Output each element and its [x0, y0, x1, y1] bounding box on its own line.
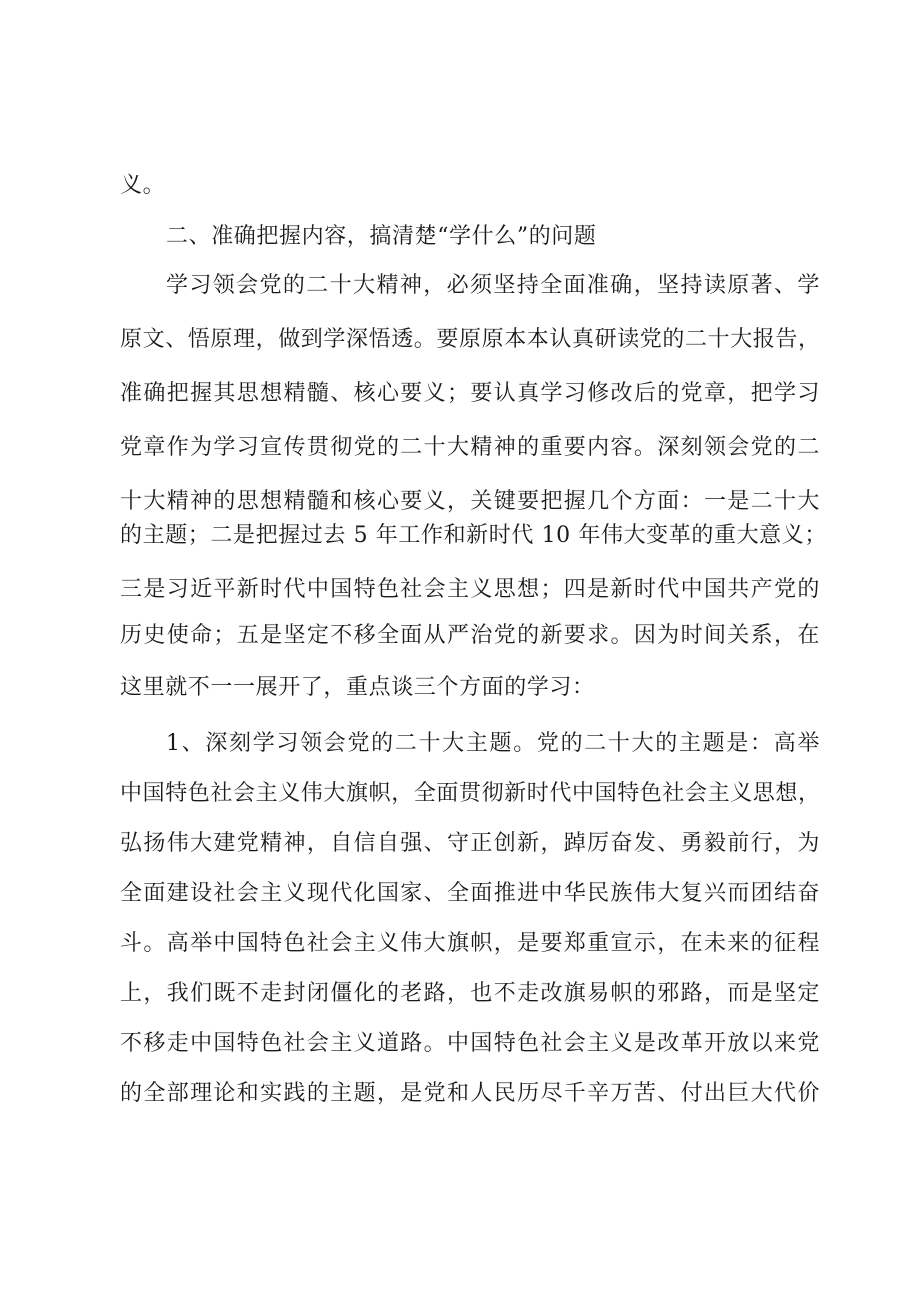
text-line: 弘扬伟大建党精神，自信自强、守正创新，踔厉奋发、勇毅前行，为	[120, 831, 820, 856]
text-line: 不移走中国特色社会主义道路。中国特色社会主义是改革开放以来党	[120, 1031, 820, 1056]
text-line: 这里就不一一展开了，重点谈三个方面的学习：	[120, 675, 595, 700]
text-line: 原文、悟原理，做到学深悟透。要原原本本认真研读党的二十大报告，	[120, 327, 821, 352]
text-line: 的全部理论和实践的主题，是党和人民历尽千辛万苦、付出巨大代价	[120, 1081, 820, 1106]
text-line: 学习领会党的二十大精神，必须坚持全面准确，坚持读原著、学	[166, 273, 820, 298]
text-line: 的主题；二是把握过去 5 年工作和新时代 10 年伟大变革的重大意义；	[120, 523, 827, 548]
text-line: 全面建设社会主义现代化国家、全面推进中华民族伟大复兴而团结奋	[120, 881, 820, 906]
text-line: 十大精神的思想精髓和核心要义，关键要把握几个方面：一是二十大	[120, 489, 820, 514]
text-line: 党章作为学习宣传贯彻党的二十大精神的重要内容。深刻领会党的二	[120, 435, 820, 460]
section-heading: 二、准确把握内容，搞清楚“学什么”的问题	[166, 224, 597, 249]
text-line: 准确把握其思想精髓、核心要义；要认真学习修改后的党章，把学习	[120, 381, 820, 406]
text-line: 历史使命；五是坚定不移全面从严治党的新要求。因为时间关系，在	[120, 623, 820, 648]
text-line: 中国特色社会主义伟大旗帜，全面贯彻新时代中国特色社会主义思想，	[120, 781, 821, 806]
text-line: 义。	[120, 173, 166, 198]
text-line: 斗。高举中国特色社会主义伟大旗帜，是要郑重宣示，在未来的征程	[120, 931, 820, 956]
text-line: 三是习近平新时代中国特色社会主义思想；四是新时代中国共产党的	[120, 577, 820, 602]
text-line: 1、深刻学习领会党的二十大主题。党的二十大的主题是：高举	[166, 731, 820, 756]
text-line: 上，我们既不走封闭僵化的老路，也不走改旗易帜的邪路，而是坚定	[120, 981, 820, 1006]
